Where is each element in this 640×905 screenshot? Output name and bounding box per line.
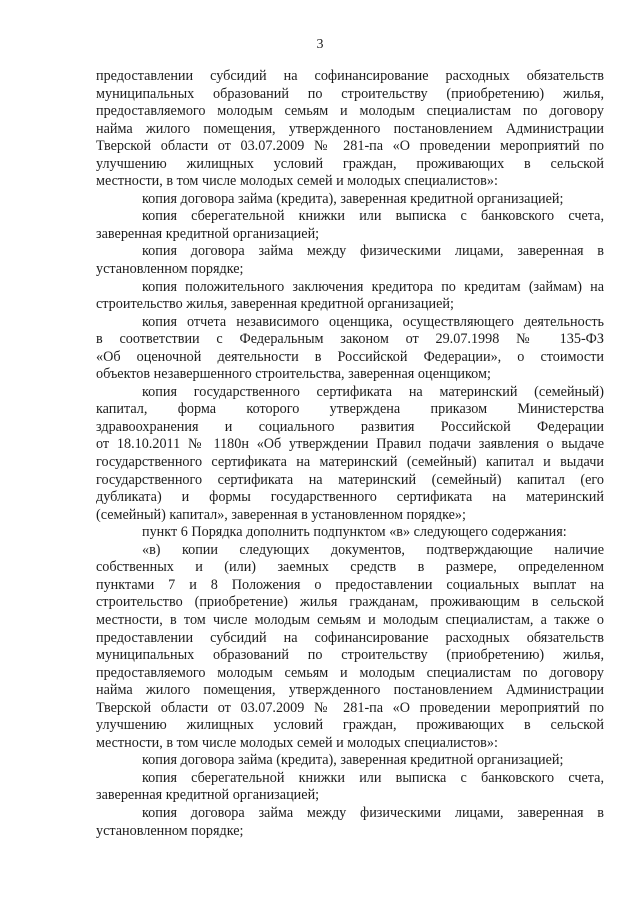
text-line: объектов незавершенного строительства, заверенная оценщиком; [96, 366, 491, 383]
text-line: (семейный) капитал», заверенная в установленном порядке»; [96, 506, 466, 523]
document-body [96, 68, 604, 840]
text-line: установленном порядке; [96, 822, 244, 839]
text-line: копия договора займа между физическими лицами, заверенная в [142, 804, 604, 821]
text-line: копия договора займа (кредита), заверенная кредитной организацией; [142, 190, 564, 207]
page-number: 3 [316, 37, 324, 52]
text-line: предоставляемого молодым семьям и молодым специалистам по договору [96, 103, 604, 120]
text-line: предоставляемого молодым семьям и молодым специалистам по договору [96, 664, 604, 681]
text-line: местности, в том числе молодых семей и молодых специалистов»: [96, 173, 498, 190]
text-line: предоставлении субсидий на софинансирование расходных обязательств [96, 629, 604, 646]
text-line: местности, в том числе молодым семьям и молодым специалистам, а также о [96, 611, 604, 628]
text-line: копия договора займа между физическими лицами, заверенная в [142, 243, 604, 260]
text-line: копия отчета независимого оценщика, осуществляющего деятельность [142, 313, 604, 330]
text-line: заверенная кредитной организацией; [96, 787, 320, 804]
text-line: заверенная кредитной организацией; [96, 225, 320, 242]
text-line: копия сберегательной книжки или выписка с банковского счета, [142, 769, 604, 786]
text-line: копия сберегательной книжки или выписка с банковского счета, [142, 208, 604, 225]
text-line: улучшению жилищных условий граждан, проживающих в сельской [96, 155, 604, 172]
text-line: копия положительного заключения кредитора по кредитам (займам) на [142, 278, 604, 295]
text-line: установленном порядке; [96, 261, 244, 278]
text-line: «Об оценочной деятельности в Российской Федерации», о стоимости [96, 348, 604, 365]
text-line: в соответствии с Федеральным законом от 29.07.1998 № 135-ФЗ [96, 331, 604, 348]
text-line: найма жилого помещения, утвержденного постановлением Администрации [96, 120, 604, 137]
text-line: здравоохранения и социального развития Российской Федерации [96, 418, 604, 435]
text-line: копия договора займа (кредита), заверенная кредитной организацией; [142, 752, 564, 769]
text-line: муниципальных образований по строительству (приобретению) жилья, [96, 647, 604, 664]
text-line: местности, в том числе молодых семей и молодых специалистов»: [96, 734, 498, 751]
text-line: найма жилого помещения, утвержденного постановлением Администрации [96, 682, 604, 699]
text-line: государственного сертификата на материнский (семейный) капитал и выдачи [96, 454, 604, 471]
text-line: Тверской области от 03.07.2009 № 281-па «О проведении мероприятий по [96, 699, 604, 716]
text-line: капитал, форма которого утверждена приказом Министерства [96, 401, 604, 418]
text-line: государственного сертификата на материнский (семейный) капитал (его [96, 471, 604, 488]
text-line: «в) копии следующих документов, подтверждающие наличие [142, 541, 604, 558]
text-line: копия государственного сертификата на материнский (семейный) [142, 383, 604, 400]
text-line: Тверской области от 03.07.2009 № 281-па «О проведении мероприятий по [96, 138, 604, 155]
text-line: муниципальных образований по строительству (приобретению) жилья, [96, 85, 604, 102]
text-line: улучшению жилищных условий граждан, проживающих в сельской [96, 717, 604, 734]
text-line: строительство жилья, заверенная кредитной организацией; [96, 296, 454, 313]
text-line: от 18.10.2011 № 1180н «Об утверждении Правил подачи заявления о выдаче [96, 436, 604, 453]
text-line: пункт 6 Порядка дополнить подпунктом «в» следующего содержания: [142, 524, 567, 541]
text-line: собственных и (или) заемных средств в размере, определенном [96, 559, 604, 576]
text-line: предоставлении субсидий на софинансирование расходных обязательств [96, 68, 604, 84]
text-line: пунктами 7 и 8 Положения о предоставлении социальных выплат на [96, 576, 604, 593]
text-line: дубликата) и формы государственного сертификата на материнский [96, 489, 604, 506]
text-line: строительство (приобретение) жилья гражданам, проживающим в сельской [96, 594, 604, 611]
